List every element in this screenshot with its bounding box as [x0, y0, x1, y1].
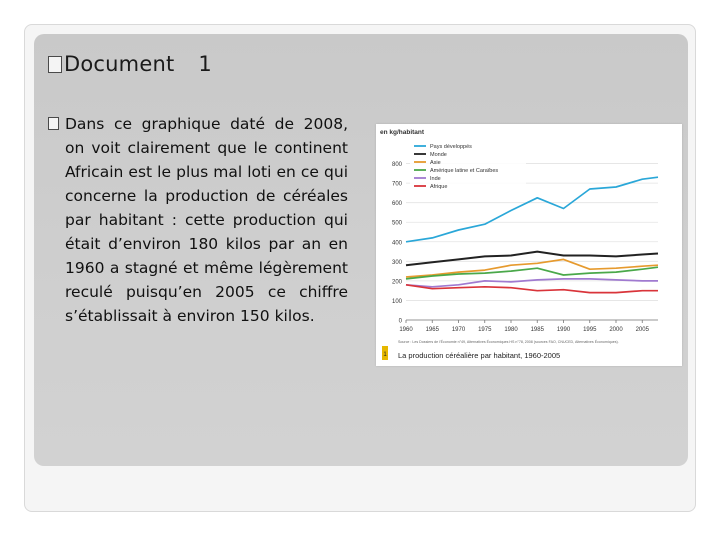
chart-x-tick-label: 1990 — [556, 327, 571, 333]
chart-x-tick-label: 2000 — [609, 327, 623, 333]
chart-y-tick-label: 600 — [391, 201, 402, 208]
bullet-box-icon — [48, 56, 62, 73]
slide-title-number: 1 — [198, 52, 212, 76]
slide-body-text: Dans ce graphique daté de 2008, on voit clairement que le continent Africain est le plus mal loti en ce qui concerne la production de céréales par habitant : cette production qui était d’environ 180 kilos par an en 1960 a stagné et même légèrement reculé puisqu’en 2005 ce chiffre s’établissait à environ 150 kilos. — [65, 115, 348, 325]
chart-svg — [376, 124, 682, 366]
chart-series-line — [406, 279, 658, 287]
slide-body — [48, 112, 348, 328]
chart-y-tick-label: 300 — [391, 259, 402, 266]
chart-figure — [376, 124, 682, 366]
chart-source: Source : Les Dossiers de l'Économie n°49, Alternatives Économiques HS n°78, 2008 (sources FAO, CNUCED, Alternatives Économiques). — [398, 340, 619, 344]
chart-legend-label: Asie — [430, 160, 441, 166]
chart-y-tick-label: 800 — [391, 162, 402, 169]
chart-x-tick-label: 1975 — [478, 327, 492, 333]
chart-y-tick-label: 100 — [391, 298, 402, 305]
chart-ylabel: en kg/habitant — [380, 129, 425, 136]
chart-y-tick-label: 200 — [391, 279, 402, 286]
chart-x-tick-label: 2005 — [635, 327, 649, 333]
chart-legend-label: Inde — [430, 176, 441, 182]
chart-y-tick-label: 0 — [398, 318, 402, 325]
chart-y-tick-label: 400 — [391, 240, 402, 247]
chart-y-tick-label: 700 — [391, 181, 402, 188]
bullet-box-icon — [48, 117, 59, 130]
chart-y-tick-label: 500 — [391, 220, 402, 227]
chart-caption: La production céréalière par habitant, 1960-2005 — [398, 351, 561, 360]
chart-x-tick-label: 1965 — [425, 327, 439, 333]
chart-legend-label: Afrique — [430, 184, 448, 190]
chart-x-tick-label: 1995 — [583, 327, 597, 333]
slide-title — [48, 52, 212, 76]
chart-legend-label: Pays développés — [430, 144, 472, 150]
chart-x-tick-label: 1970 — [451, 327, 466, 333]
chart-x-tick-label: 1980 — [504, 327, 518, 333]
slide-title-text: Document — [64, 52, 175, 76]
caption-number: 1 — [383, 352, 387, 358]
chart-x-tick-label: 1985 — [530, 327, 544, 333]
chart-legend-label: Amérique latine et Caraïbes — [430, 168, 499, 174]
chart-x-tick-label: 1960 — [399, 327, 413, 333]
chart-legend-label: Monde — [430, 152, 447, 158]
